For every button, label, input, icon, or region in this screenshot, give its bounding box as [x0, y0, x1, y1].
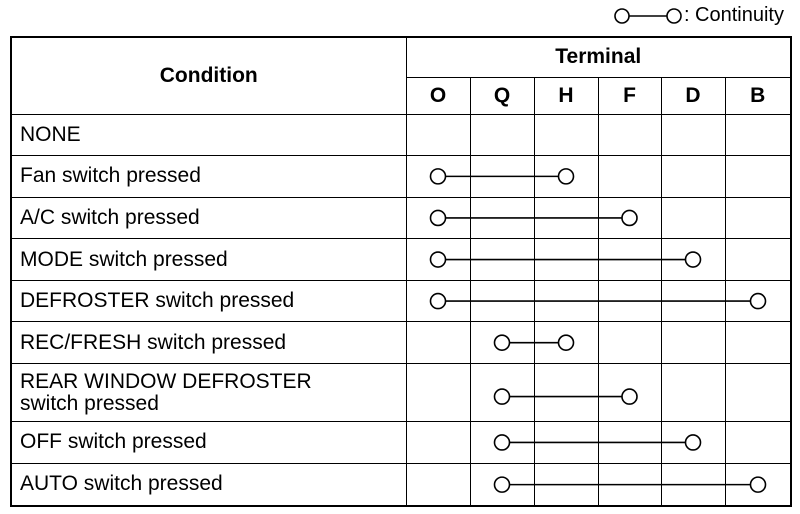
terminal-cell-h	[534, 156, 598, 198]
terminal-cell-f	[598, 156, 661, 198]
terminal-cell-h	[534, 363, 598, 421]
terminal-cell-o	[406, 422, 470, 464]
legend-label: : Continuity	[683, 3, 784, 26]
terminal-cell-o	[406, 463, 470, 506]
table-row	[11, 463, 791, 506]
terminal-cell-d	[661, 422, 725, 464]
terminal-cell-o	[406, 322, 470, 364]
condition-cell: MODE switch pressed	[11, 239, 406, 281]
terminal-cell-b	[725, 156, 791, 198]
terminal-cell-d	[661, 322, 725, 364]
terminal-col-o: O	[406, 77, 470, 114]
terminal-cell-q	[470, 322, 534, 364]
terminal-cell-o	[406, 156, 470, 198]
terminal-cell-f	[598, 239, 661, 281]
table-row	[11, 197, 791, 239]
condition-cell: NONE	[11, 114, 406, 156]
terminal-cell-h	[534, 280, 598, 322]
terminal-cell-b	[725, 422, 791, 464]
terminal-cell-b	[725, 463, 791, 506]
continuity-table	[10, 36, 792, 507]
condition-cell: Fan switch pressed	[11, 156, 406, 198]
terminal-cell-h	[534, 114, 598, 156]
terminal-cell-b	[725, 114, 791, 156]
terminal-cell-o	[406, 363, 470, 421]
terminal-cell-o	[406, 280, 470, 322]
terminal-cell-h	[534, 197, 598, 239]
condition-cell: REC/FRESH switch pressed	[11, 322, 406, 364]
terminal-cell-f	[598, 363, 661, 421]
continuity-legend	[613, 4, 784, 26]
terminal-cell-b	[725, 280, 791, 322]
condition-cell	[11, 363, 406, 421]
table-row	[11, 156, 791, 198]
terminal-cell-d	[661, 114, 725, 156]
terminal-cell-f	[598, 322, 661, 364]
terminal-col-d: D	[661, 77, 725, 114]
terminal-cell-q	[470, 422, 534, 464]
terminal-cell-q	[470, 463, 534, 506]
condition-line: switch pressed	[20, 391, 159, 415]
terminal-cell-q	[470, 280, 534, 322]
terminal-cell-f	[598, 422, 661, 464]
terminal-cell-q	[470, 156, 534, 198]
condition-header: Condition	[11, 37, 406, 114]
terminal-cell-d	[661, 239, 725, 281]
terminal-cell-b	[725, 322, 791, 364]
terminal-cell-q	[470, 114, 534, 156]
terminal-cell-h	[534, 422, 598, 464]
terminal-cell-d	[661, 280, 725, 322]
terminal-cell-o	[406, 239, 470, 281]
table-row	[11, 114, 791, 156]
terminal-cell-b	[725, 197, 791, 239]
terminal-cell-q	[470, 363, 534, 421]
terminal-cell-b	[725, 239, 791, 281]
terminal-cell-q	[470, 239, 534, 281]
terminal-cell-o	[406, 197, 470, 239]
table-row	[11, 322, 791, 364]
table-row	[11, 363, 791, 421]
terminal-header: Terminal	[406, 37, 791, 77]
continuity-symbol-icon	[613, 5, 683, 25]
table-row	[11, 280, 791, 322]
terminal-col-q: Q	[470, 77, 534, 114]
terminal-cell-f	[598, 114, 661, 156]
terminal-col-b: B	[725, 77, 791, 114]
terminal-cell-f	[598, 463, 661, 506]
condition-cell: AUTO switch pressed	[11, 463, 406, 506]
condition-cell: DEFROSTER switch pressed	[11, 280, 406, 322]
continuity-table-wrapper	[10, 36, 790, 507]
terminal-cell-d	[661, 156, 725, 198]
terminal-col-f: F	[598, 77, 661, 114]
condition-cell: OFF switch pressed	[11, 422, 406, 464]
table-row	[11, 239, 791, 281]
condition-line: REAR WINDOW DEFROSTER	[20, 369, 312, 393]
condition-cell: A/C switch pressed	[11, 197, 406, 239]
terminal-cell-d	[661, 197, 725, 239]
terminal-cell-f	[598, 280, 661, 322]
terminal-cell-h	[534, 239, 598, 281]
terminal-cell-b	[725, 363, 791, 421]
terminal-cell-h	[534, 463, 598, 506]
terminal-cell-f	[598, 197, 661, 239]
terminal-col-h: H	[534, 77, 598, 114]
terminal-cell-d	[661, 363, 725, 421]
terminal-cell-o	[406, 114, 470, 156]
terminal-cell-h	[534, 322, 598, 364]
terminal-cell-d	[661, 463, 725, 506]
terminal-cell-q	[470, 197, 534, 239]
table-row	[11, 422, 791, 464]
